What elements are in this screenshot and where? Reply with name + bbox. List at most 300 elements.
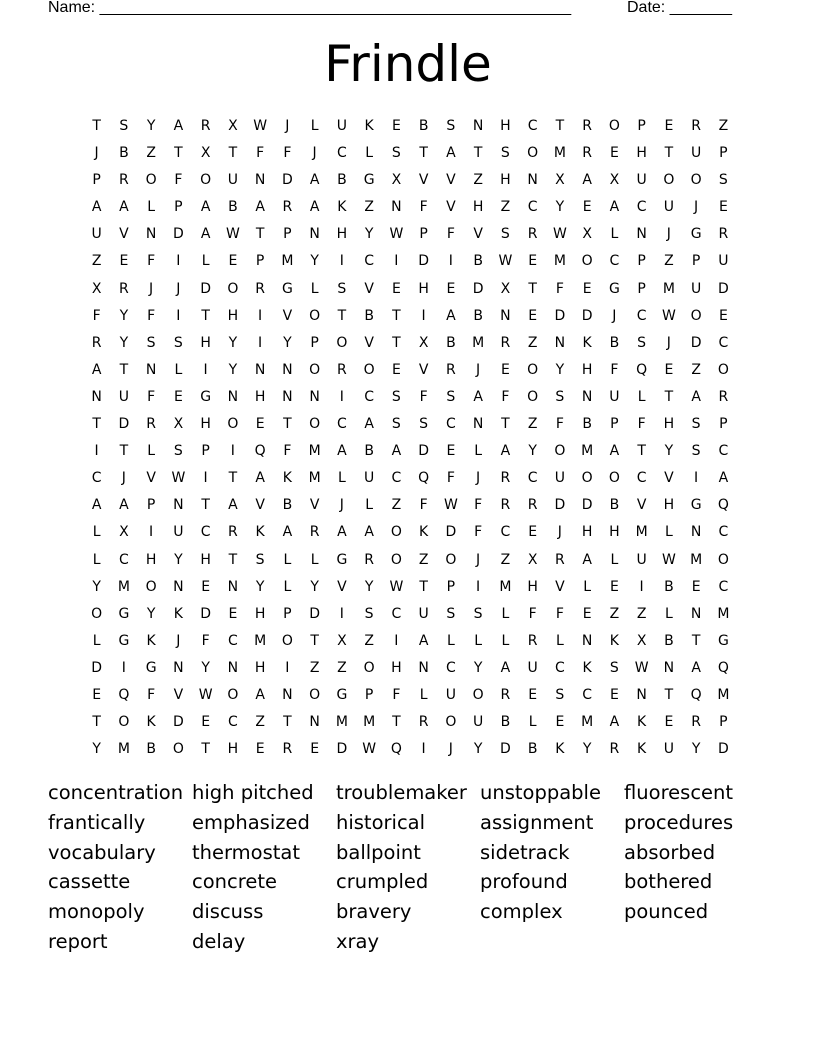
grid-letter: V — [173, 686, 184, 703]
grid-letter: T — [392, 714, 401, 731]
grid-letter: Z — [473, 172, 483, 189]
grid-letter: S — [446, 605, 456, 622]
grid-letter: N — [173, 578, 184, 595]
grid-letter: D — [472, 280, 484, 297]
grid-letter: B — [582, 416, 592, 433]
grid-letter: M — [499, 578, 512, 595]
word-list-item: high pitched — [192, 781, 314, 804]
grid-letter: R — [718, 388, 729, 405]
grid-letter: O — [309, 361, 321, 378]
grid-letter: F — [555, 605, 564, 622]
word-search-grid — [83, 113, 737, 763]
grid-letter: T — [473, 145, 483, 162]
grid-letter: Y — [92, 741, 101, 758]
grid-letter: C — [718, 524, 729, 541]
grid-letter: O — [336, 334, 348, 351]
grid-letter: Q — [636, 361, 648, 378]
grid-letter: L — [610, 551, 619, 568]
grid-letter: P — [146, 497, 156, 514]
grid-letter: H — [500, 118, 511, 134]
grid-letter: Q — [418, 470, 430, 487]
date-line: Date: _______ — [627, 0, 732, 16]
grid-letter: M — [662, 280, 675, 297]
grid-letter: R — [91, 334, 102, 351]
grid-letter: Q — [690, 686, 702, 703]
grid-letter: A — [609, 199, 620, 216]
grid-letter: O — [227, 280, 239, 297]
grid-letter: G — [336, 551, 348, 568]
grid-letter: I — [339, 253, 344, 270]
grid-letter: L — [147, 443, 156, 460]
word-list-item: profound — [480, 870, 568, 894]
grid-letter: A — [91, 361, 102, 378]
grid-letter: Q — [254, 443, 266, 460]
grid-letter: L — [174, 361, 183, 378]
grid-letter: O — [527, 388, 539, 405]
grid-letter: N — [309, 714, 320, 731]
grid-letter: W — [498, 253, 513, 270]
grid-letter: N — [309, 388, 320, 405]
grid-letter: J — [149, 280, 154, 297]
grid-letter: P — [92, 172, 101, 189]
grid-letter: L — [92, 632, 101, 649]
grid-letter: R — [228, 524, 238, 541]
grid-letter: H — [472, 199, 484, 216]
grid-letter: M — [335, 714, 348, 731]
grid-letter: T — [228, 551, 238, 568]
grid-letter: A — [255, 686, 265, 703]
grid-letter: L — [555, 632, 564, 649]
grid-letter: A — [418, 632, 429, 649]
grid-letter: L — [147, 199, 156, 216]
grid-letter: O — [145, 578, 157, 595]
grid-letter: Y — [310, 253, 319, 270]
grid-letter: C — [500, 524, 511, 541]
grid-letter: E — [173, 388, 183, 405]
grid-letter: I — [339, 605, 344, 622]
grid-letter: J — [694, 199, 699, 216]
grid-letter: N — [663, 659, 675, 676]
grid-letter: H — [200, 416, 211, 433]
grid-letter: O — [172, 741, 184, 758]
grid-letter: H — [609, 524, 620, 541]
grid-letter: L — [310, 118, 319, 134]
grid-letter: E — [228, 605, 238, 622]
grid-letter: H — [636, 145, 647, 162]
grid-letter: H — [581, 361, 593, 378]
grid-letter: O — [281, 632, 293, 649]
grid-letter: X — [337, 632, 347, 649]
grid-letter: J — [476, 361, 481, 378]
grid-letter: Y — [364, 578, 374, 595]
grid-letter: Z — [91, 253, 102, 270]
grid-letter: O — [390, 551, 402, 568]
grid-letter: C — [364, 388, 375, 405]
grid-letter: Z — [500, 199, 511, 216]
grid-letter: E — [228, 253, 238, 270]
grid-letter: N — [690, 605, 702, 622]
grid-letter: O — [91, 605, 103, 622]
word-list-item: troublemaker — [336, 781, 467, 804]
grid-letter: B — [473, 307, 483, 324]
grid-letter: F — [201, 632, 210, 649]
grid-letter: O — [227, 416, 239, 433]
grid-letter: A — [337, 443, 347, 460]
grid-letter: M — [472, 334, 485, 351]
grid-letter: A — [309, 199, 320, 216]
grid-letter: C — [118, 551, 129, 568]
grid-letter: E — [528, 307, 538, 324]
grid-letter: B — [418, 118, 429, 134]
grid-letter: O — [309, 307, 321, 324]
grid-letter: R — [500, 470, 511, 487]
grid-letter: E — [500, 361, 510, 378]
grid-letter: J — [312, 145, 317, 162]
grid-letter: G — [717, 632, 729, 649]
grid-letter: F — [147, 253, 156, 270]
grid-letter: L — [501, 605, 510, 622]
grid-letter: M — [308, 443, 321, 460]
grid-letter: V — [282, 307, 293, 324]
grid-letter: S — [555, 388, 565, 405]
grid-letter: D — [200, 280, 212, 297]
grid-letter: A — [91, 199, 102, 216]
grid-letter: N — [227, 659, 239, 676]
grid-letter: R — [119, 172, 129, 189]
grid-letter: Y — [146, 118, 156, 134]
grid-letter: A — [691, 659, 701, 676]
grid-letter: D — [690, 334, 702, 351]
grid-letter: X — [119, 524, 129, 541]
grid-letter: F — [637, 416, 646, 433]
grid-letter: B — [664, 632, 674, 649]
grid-letter: R — [309, 524, 320, 541]
grid-letter: W — [198, 686, 213, 703]
grid-letter: U — [227, 172, 238, 189]
grid-letter: G — [145, 659, 157, 676]
grid-letter: O — [608, 470, 620, 487]
grid-letter: I — [176, 307, 181, 324]
grid-letter: B — [446, 334, 456, 351]
grid-letter: Z — [337, 659, 347, 676]
grid-letter: R — [282, 741, 293, 758]
grid-letter: A — [200, 226, 211, 243]
grid-letter: M — [254, 632, 267, 649]
grid-letter: Z — [527, 334, 538, 351]
grid-letter: E — [391, 118, 401, 134]
grid-letter: Y — [555, 361, 565, 378]
grid-letter: L — [637, 388, 646, 405]
grid-letter: J — [94, 145, 99, 162]
grid-letter: T — [501, 416, 510, 433]
grid-letter: F — [555, 280, 564, 297]
grid-letter: D — [336, 741, 348, 758]
word-list-item: frantically — [48, 810, 146, 834]
grid-letter: O — [227, 686, 239, 703]
grid-letter: T — [228, 145, 238, 162]
grid-letter: T — [283, 416, 292, 433]
grid-letter: R — [446, 361, 456, 378]
grid-letter: C — [391, 470, 402, 487]
grid-letter: M — [690, 551, 703, 568]
grid-letter: E — [201, 714, 211, 731]
grid-letter: F — [555, 416, 564, 433]
grid-letter: I — [421, 307, 426, 324]
grid-letter: K — [609, 632, 619, 649]
grid-letter: V — [418, 361, 429, 378]
grid-letter: Y — [691, 741, 701, 758]
grid-letter: U — [554, 470, 565, 487]
grid-letter: Q — [390, 741, 402, 758]
grid-letter: D — [499, 741, 511, 758]
word-list-item: delay — [192, 929, 246, 953]
grid-letter: Z — [691, 361, 701, 378]
grid-letter: R — [527, 497, 538, 514]
grid-letter: N — [145, 361, 157, 378]
grid-letter: U — [445, 686, 456, 703]
grid-letter: L — [583, 578, 592, 595]
grid-letter: Y — [146, 605, 156, 622]
grid-letter: S — [691, 443, 701, 460]
grid-letter: T — [92, 714, 101, 731]
word-list-item: report — [48, 929, 108, 953]
grid-letter: O — [581, 253, 593, 270]
grid-letter: O — [363, 659, 375, 676]
grid-letter: P — [610, 416, 619, 433]
grid-letter: J — [666, 334, 671, 351]
grid-letter: Y — [364, 226, 374, 243]
grid-letter: G — [118, 605, 130, 622]
word-list-item: assignment — [480, 810, 594, 834]
grid-letter: U — [609, 388, 620, 405]
grid-letter: U — [691, 280, 702, 297]
grid-letter: I — [285, 659, 290, 676]
grid-letter: A — [446, 145, 456, 162]
grid-letter: Y — [473, 659, 483, 676]
grid-letter: B — [609, 334, 620, 351]
grid-letter: F — [419, 199, 428, 216]
grid-letter: T — [201, 741, 210, 758]
grid-letter: S — [500, 145, 510, 162]
grid-letter: T — [555, 118, 565, 134]
grid-letter: K — [146, 714, 156, 731]
grid-letter: G — [690, 226, 702, 243]
grid-letter: E — [718, 199, 728, 216]
grid-letter: O — [200, 172, 212, 189]
grid-letter: L — [310, 280, 319, 297]
grid-letter: T — [201, 497, 210, 514]
word-list-item: cassette — [48, 870, 131, 894]
grid-letter: R — [119, 280, 129, 297]
grid-letter: V — [364, 280, 374, 297]
grid-letter: O — [690, 307, 702, 324]
word-list-item: sidetrack — [480, 840, 570, 864]
grid-letter: R — [691, 118, 701, 134]
grid-letter: N — [636, 686, 647, 703]
grid-letter: A — [173, 118, 184, 134]
grid-letter: B — [364, 307, 374, 324]
word-list-item: complex — [480, 900, 563, 924]
grid-letter: L — [283, 551, 292, 568]
grid-letter: U — [718, 253, 729, 270]
grid-letter: T — [664, 686, 674, 703]
grid-letter: D — [717, 741, 729, 758]
grid-letter: E — [664, 118, 674, 134]
grid-letter: U — [364, 470, 375, 487]
grid-letter: M — [363, 714, 376, 731]
grid-letter: C — [527, 118, 538, 134]
grid-letter: F — [256, 145, 265, 162]
grid-letter: N — [472, 416, 484, 433]
grid-letter: X — [173, 416, 184, 433]
grid-letter: O — [717, 551, 729, 568]
grid-letter: D — [200, 605, 212, 622]
grid-letter: M — [117, 741, 130, 758]
grid-letter: P — [283, 226, 292, 243]
grid-letter: K — [637, 714, 647, 731]
grid-letter: J — [339, 497, 344, 514]
grid-letter: S — [146, 334, 156, 351]
grid-letter: O — [527, 145, 539, 162]
grid-letter: S — [473, 605, 483, 622]
grid-letter: Z — [255, 714, 265, 731]
grid-letter: L — [664, 524, 673, 541]
word-list-item: absorbed — [624, 840, 716, 864]
grid-letter: W — [225, 226, 240, 243]
grid-letter: T — [637, 443, 646, 460]
grid-letter: K — [637, 741, 647, 758]
grid-letter: X — [391, 172, 402, 189]
grid-letter: W — [661, 307, 676, 324]
grid-letter: Z — [636, 605, 647, 622]
grid-letter: T — [392, 334, 401, 351]
grid-letter: Y — [228, 361, 238, 378]
word-list-item: discuss — [192, 900, 264, 924]
grid-letter: P — [201, 443, 210, 460]
grid-letter: R — [337, 361, 347, 378]
grid-letter: P — [691, 253, 701, 270]
grid-letter: H — [581, 524, 593, 541]
grid-letter: Y — [528, 443, 537, 460]
grid-letter: O — [309, 416, 321, 433]
grid-letter: X — [418, 334, 429, 351]
grid-letter: P — [255, 253, 265, 270]
grid-letter: C — [609, 253, 620, 270]
grid-letter: V — [664, 470, 674, 487]
grid-letter: D — [554, 497, 566, 514]
grid-letter: D — [581, 497, 593, 514]
grid-letter: J — [176, 632, 181, 649]
grid-letter: Y — [119, 334, 129, 351]
grid-letter: A — [200, 199, 211, 216]
grid-letter: N — [636, 226, 647, 243]
grid-letter: N — [282, 388, 293, 405]
grid-letter: M — [581, 443, 594, 460]
grid-letter: T — [92, 416, 101, 433]
word-list — [48, 778, 768, 957]
grid-letter: O — [717, 361, 729, 378]
grid-letter: A — [364, 416, 374, 433]
grid-letter: C — [227, 632, 238, 649]
grid-letter: J — [476, 470, 481, 487]
grid-letter: J — [666, 226, 671, 243]
grid-letter: T — [392, 307, 401, 324]
grid-letter: K — [555, 741, 565, 758]
grid-letter: O — [145, 172, 157, 189]
grid-letter: E — [92, 686, 102, 703]
grid-letter: F — [147, 307, 156, 324]
grid-letter: T — [691, 632, 701, 649]
grid-letter: S — [691, 416, 701, 433]
grid-letter: J — [476, 551, 481, 568]
grid-letter: S — [446, 388, 456, 405]
grid-letter: T — [201, 307, 210, 324]
grid-letter: E — [201, 578, 211, 595]
grid-letter: H — [200, 334, 211, 351]
grid-letter: L — [92, 551, 101, 568]
grid-letter: U — [336, 118, 347, 134]
grid-letter: N — [500, 307, 511, 324]
grid-letter: Z — [309, 659, 320, 676]
grid-letter: G — [118, 632, 130, 649]
grid-letter: A — [119, 497, 129, 514]
grid-letter: K — [364, 118, 374, 134]
grid-letter: A — [473, 388, 483, 405]
grid-letter: R — [527, 632, 538, 649]
grid-letter: T — [528, 280, 537, 297]
grid-letter: R — [718, 226, 729, 243]
grid-letter: N — [418, 659, 429, 676]
grid-letter: Q — [717, 659, 729, 676]
grid-letter: P — [719, 416, 728, 433]
grid-letter: D — [418, 443, 430, 460]
grid-letter: F — [283, 145, 292, 162]
grid-letter: B — [473, 253, 483, 270]
grid-letter: J — [612, 307, 617, 324]
grid-letter: C — [582, 686, 593, 703]
grid-letter: O — [527, 361, 539, 378]
grid-letter: E — [446, 280, 456, 297]
grid-letter: K — [255, 524, 265, 541]
grid-letter: I — [203, 470, 208, 487]
grid-letter: O — [663, 172, 675, 189]
grid-letter: X — [636, 632, 647, 649]
grid-letter: V — [636, 497, 647, 514]
grid-letter: U — [691, 145, 702, 162]
grid-letter: Z — [146, 145, 156, 162]
grid-letter: C — [636, 199, 647, 216]
grid-letter: W — [634, 659, 649, 676]
grid-letter: V — [418, 172, 429, 189]
grid-letter: E — [609, 686, 619, 703]
grid-letter: G — [690, 497, 702, 514]
grid-letter: U — [663, 199, 674, 216]
grid-letter: G — [336, 686, 348, 703]
grid-letter: J — [176, 280, 181, 297]
grid-letter: D — [91, 659, 103, 676]
grid-letter: D — [172, 226, 184, 243]
grid-letter: O — [445, 551, 457, 568]
grid-letter: Y — [255, 578, 265, 595]
grid-letter: L — [664, 605, 673, 622]
grid-letter: K — [582, 659, 592, 676]
grid-letter: A — [282, 524, 293, 541]
grid-letter: V — [364, 334, 374, 351]
grid-letter: E — [582, 605, 592, 622]
grid-letter: B — [146, 741, 156, 758]
grid-letter: W — [253, 118, 268, 134]
grid-letter: I — [258, 307, 263, 324]
